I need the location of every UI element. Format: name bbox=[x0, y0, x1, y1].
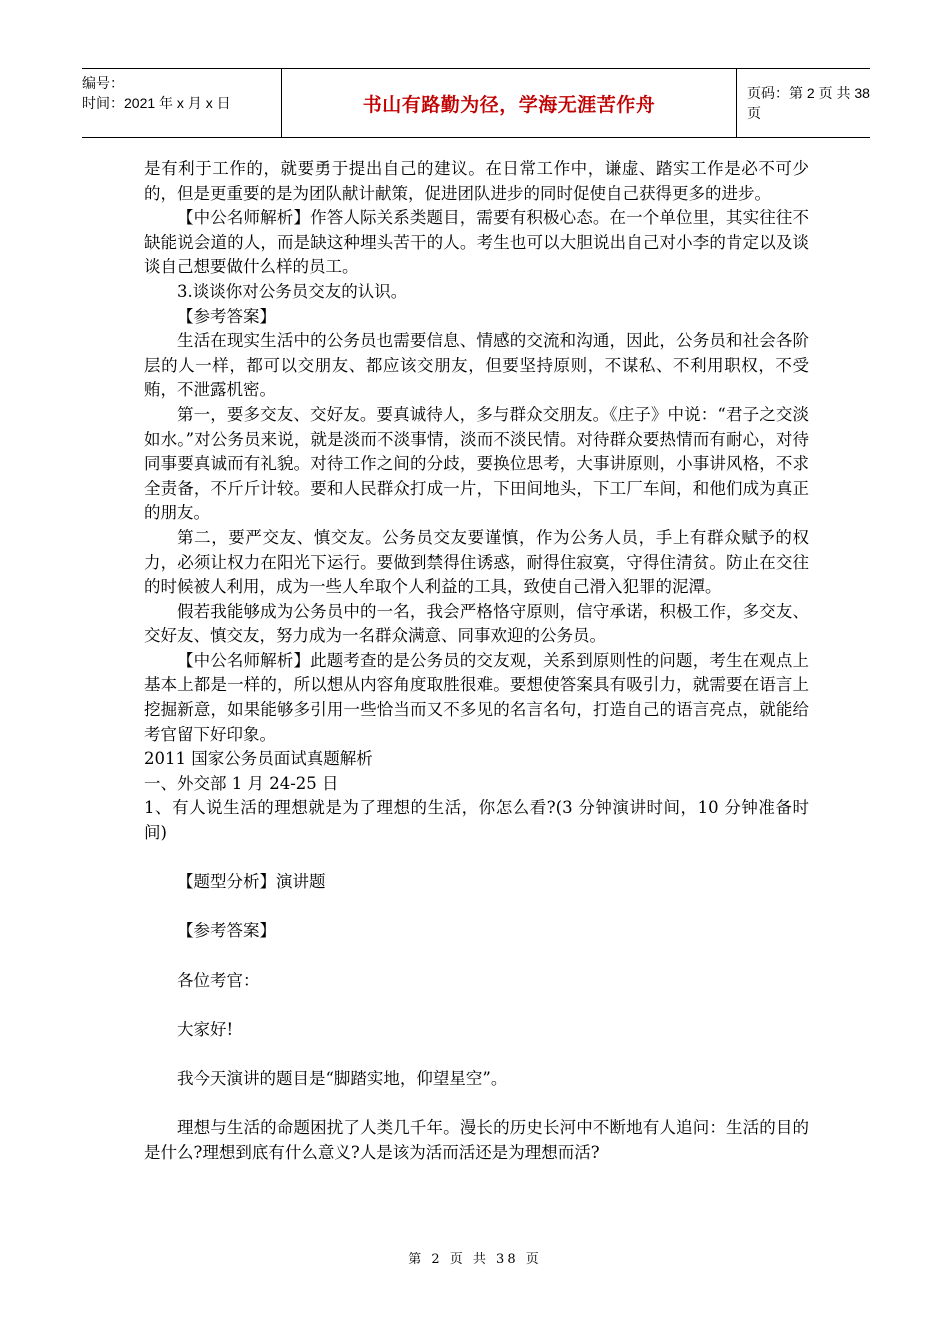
section-subtitle: 一、外交部 1 月 24-25 日 bbox=[144, 773, 339, 793]
paragraph: 第二，要严交友、慎交友。公务员交友要谨慎，作为公务人员，手上有群众赋予的权力，必须让权力在阳光下运行。要做到禁得住诱惑，耐得住寂寞，守得住清贫。防止在交往的时候被人利用，成为一些人牟取个人利益的工具，致使自己滑入犯罪的泥潭。 bbox=[144, 527, 809, 597]
answer-heading: 【参考答案】 bbox=[177, 306, 276, 326]
speech-greeting: 大家好! bbox=[177, 1019, 234, 1039]
speech-paragraph: 我今天演讲的题目是“脚踏实地，仰望星空”。 bbox=[177, 1068, 508, 1088]
speech-greeting: 各位考官： bbox=[177, 970, 260, 990]
type-analysis-heading: 【题型分析】演讲题 bbox=[177, 872, 326, 892]
document-number-label: 编号： bbox=[82, 75, 124, 91]
paragraph: 假若我能够成为公务员中的一名，我会严格恪守原则，信守承诺，积极工作，多交友、交好友、慎交友，努力成为一名群众满意、同事欢迎的公务员。 bbox=[144, 601, 809, 646]
paragraph: 生活在现实生活中的公务员也需要信息、情感的交流和沟通，因此，公务员和社会各阶层的人一样，都可以交朋友、都应该交朋友，但要坚持原则，不谋私、不利用职权，不受贿，不泄露机密。 bbox=[144, 331, 809, 400]
page-footer: 第 2 页 共 38 页 bbox=[408, 1252, 542, 1267]
paragraph: 【中公名师解析】此题考查的是公务员的交友观，关系到原则性的问题，考生在观点上基本上都是一样的，所以想从内容角度取胜很难。要想使答案具有吸引力，就需要在语言上挖掘新意，如果能够多引用一些恰当而又不多见的名言名句，打造自己的语言亮点，就能给考官留下好印象。 bbox=[144, 650, 809, 744]
question-heading: 1、有人说生活的理想就是为了理想的生活，你怎么看?(3 分钟演讲时间，10 分钟准备时间) bbox=[144, 798, 809, 843]
page-header bbox=[82, 68, 870, 138]
answer-heading: 【参考答案】 bbox=[177, 921, 276, 941]
header-motto-cell bbox=[282, 69, 737, 137]
header-page-label: 页码：第 2 页 共 38 页 bbox=[747, 85, 870, 121]
header-right-cell bbox=[737, 69, 870, 137]
paragraph: 【中公名师解析】作答人际关系类题目，需要有积极心态。在一个单位里，其实往往不缺能说会道的人，而是缺这种埋头苦干的人。考生也可以大胆说出自己对小李的肯定以及谈谈自己想要做什么样的员工。 bbox=[144, 208, 809, 277]
paragraph: 是有利于工作的，就要勇于提出自己的建议。在日常工作中，谦虚、踏实工作是必不可少的，但是更重要的是为团队献计献策，促进团队进步的同时促使自己获得更多的进步。 bbox=[144, 159, 809, 203]
section-title: 2011 国家公务员面试真题解析 bbox=[144, 749, 373, 769]
paragraph: 第一，要多交友、交好友。要真诚待人，多与群众交朋友。《庄子》中说：“君子之交淡如水。”对公务员来说，就是淡而不淡事情，淡而不淡民情。对待群众要热情而有耐心，对待同事要真诚而有礼貌。对待工作之间的分歧，要换位思考，大事讲原则，小事讲风格，不求全责备，不斤斤计较。要和人民群众打成一片，下田间地头，下工厂车间，和他们成为真正的朋友。 bbox=[144, 404, 809, 523]
header-motto: 书山有路勤为径，学海无涯苦作舟 bbox=[362, 93, 656, 116]
question-heading: 3.谈谈你对公务员交友的认识。 bbox=[177, 281, 408, 301]
header-left-cell bbox=[82, 69, 282, 137]
document-date-label: 时间：2021 年 x 月 x 日 bbox=[82, 95, 231, 111]
speech-paragraph: 理想与生活的命题困扰了人类几千年。漫长的历史长河中不断地有人追问：生活的目的是什么?理想到底有什么意义?人是该为活而活还是为理想而活? bbox=[144, 1118, 809, 1162]
document-body bbox=[144, 157, 809, 1165]
